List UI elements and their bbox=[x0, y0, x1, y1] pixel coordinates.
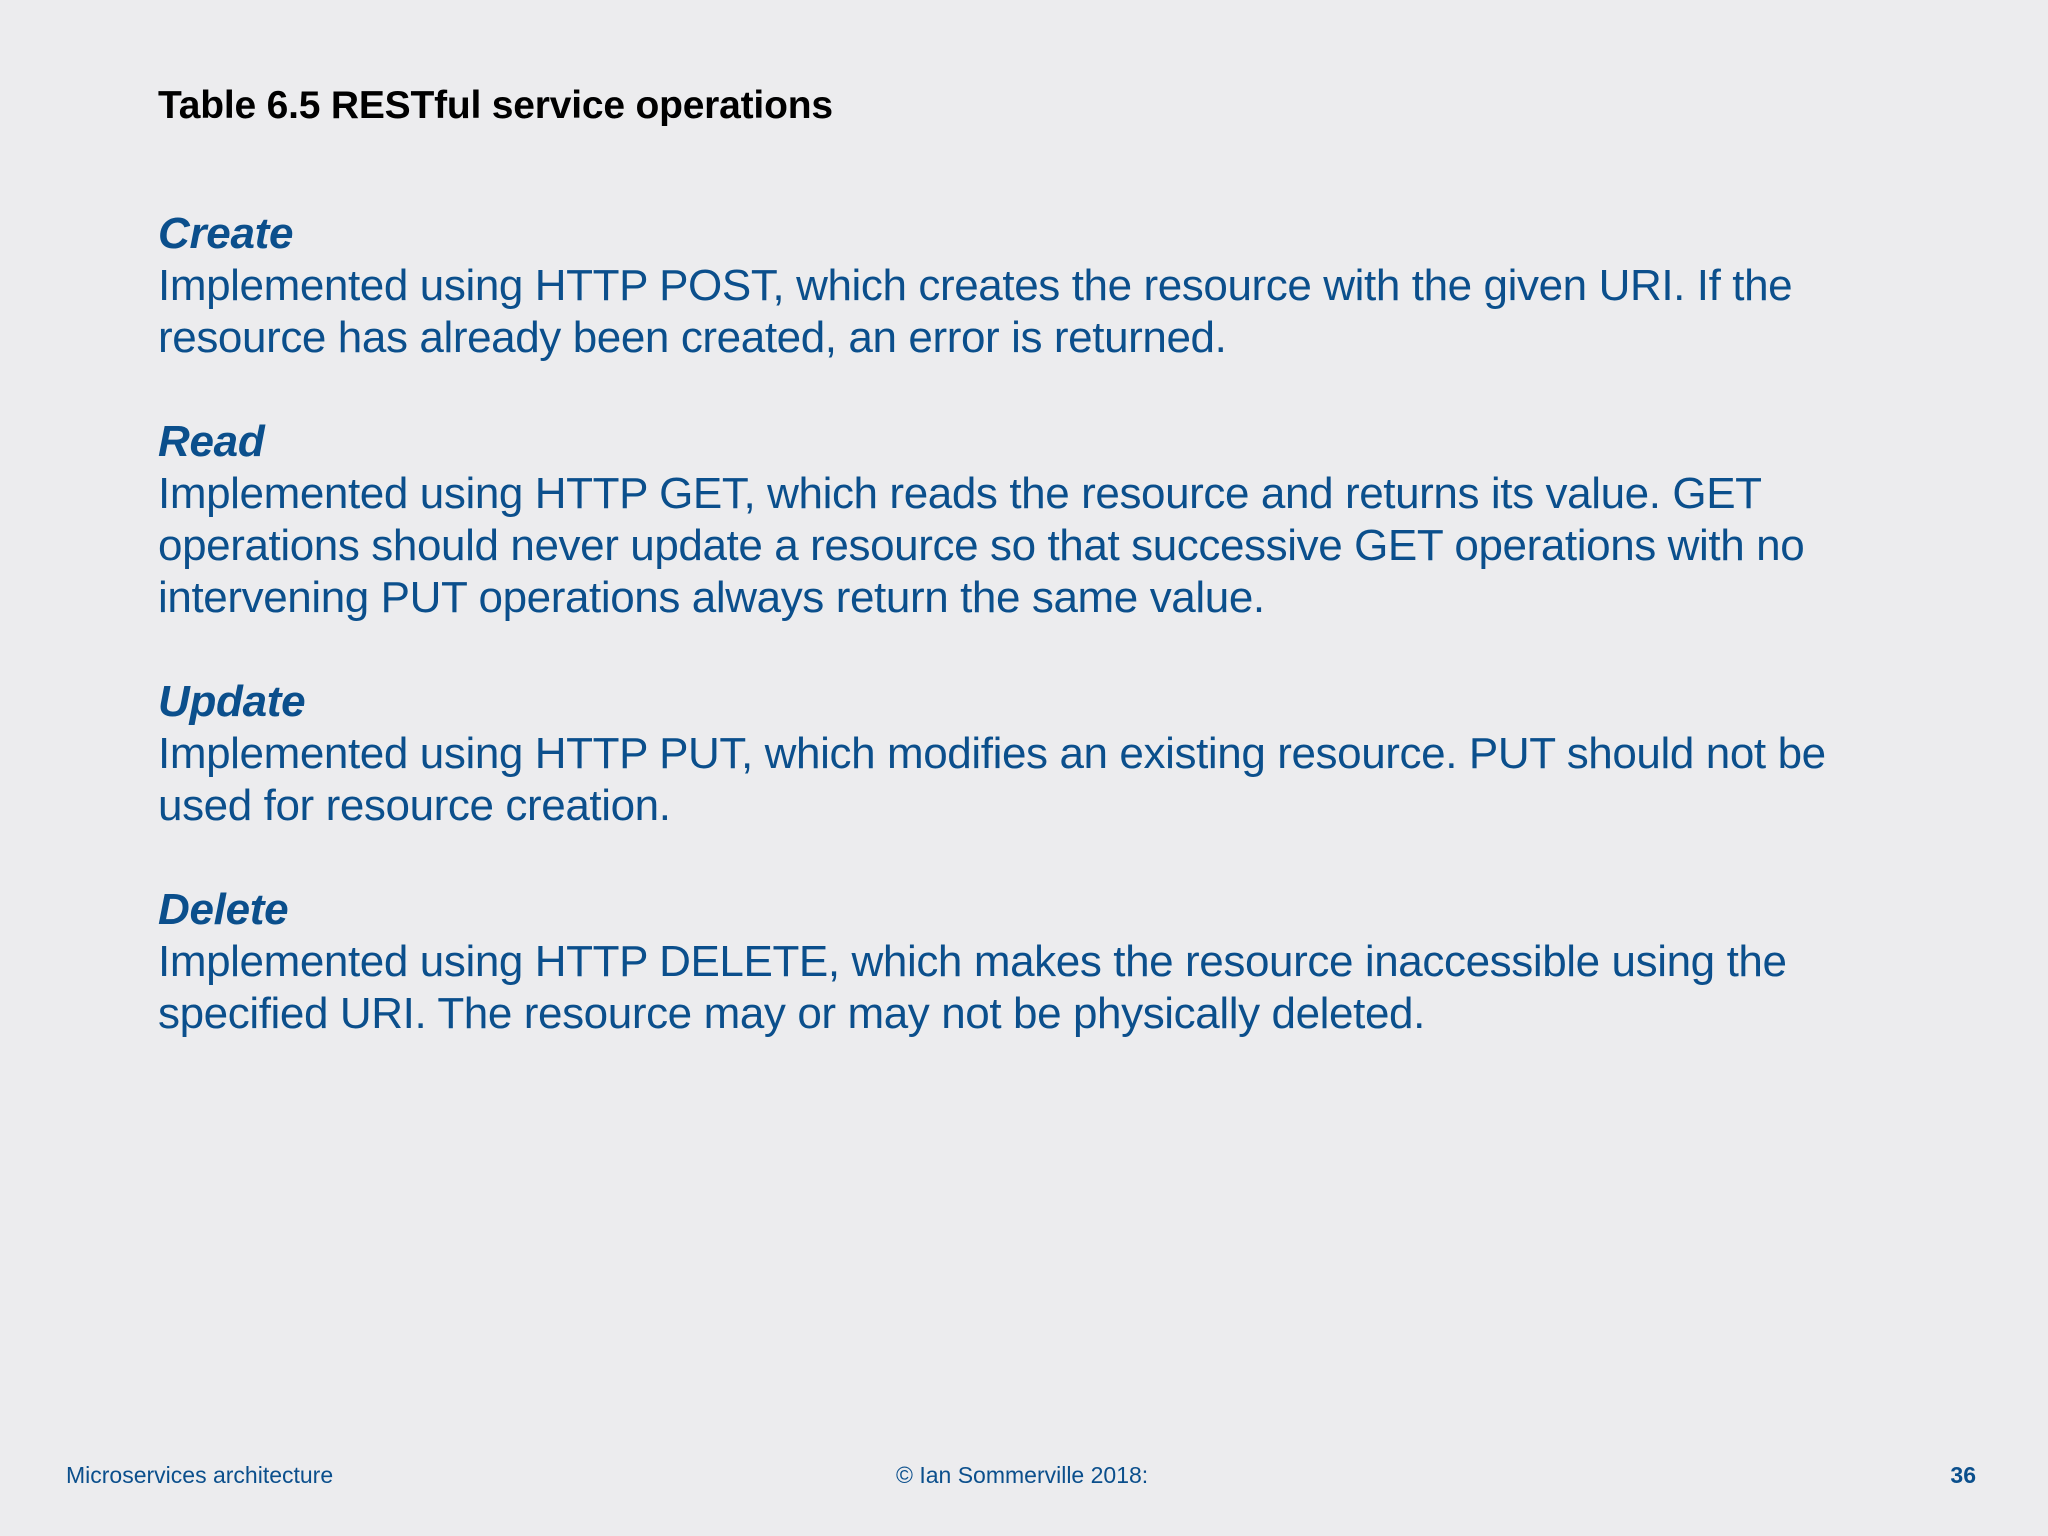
footer-course-title: Microservices architecture bbox=[66, 1462, 334, 1488]
operation-name: Read bbox=[158, 417, 265, 466]
operation-description: Implemented using HTTP GET, which reads the resource and returns its value. GET operations should never update a resource so that successive GET operations with no intervening PUT operations always return the same value. bbox=[158, 469, 1805, 622]
operation-name: Create bbox=[158, 209, 294, 258]
footer-copyright: © Ian Sommerville 2018: bbox=[896, 1462, 1149, 1488]
operation-delete bbox=[158, 884, 1898, 1040]
operations-list bbox=[158, 208, 1898, 1092]
operation-description: Implemented using HTTP DELETE, which makes the resource inaccessible using the specified URI. The resource may or may not be physically deleted. bbox=[158, 937, 1787, 1038]
operation-description: Implemented using HTTP PUT, which modifies an existing resource. PUT should not be used for resource creation. bbox=[158, 729, 1826, 830]
operation-update bbox=[158, 676, 1898, 832]
operation-description: Implemented using HTTP POST, which creates the resource with the given URI. If the resource has already been created, an error is returned. bbox=[158, 261, 1793, 362]
operation-name: Delete bbox=[158, 885, 289, 934]
operation-create bbox=[158, 208, 1898, 364]
slide-title: Table 6.5 RESTful service operations bbox=[158, 84, 833, 127]
operation-name: Update bbox=[158, 677, 306, 726]
operation-read bbox=[158, 416, 1898, 624]
footer-page-number: 36 bbox=[1950, 1462, 1976, 1488]
